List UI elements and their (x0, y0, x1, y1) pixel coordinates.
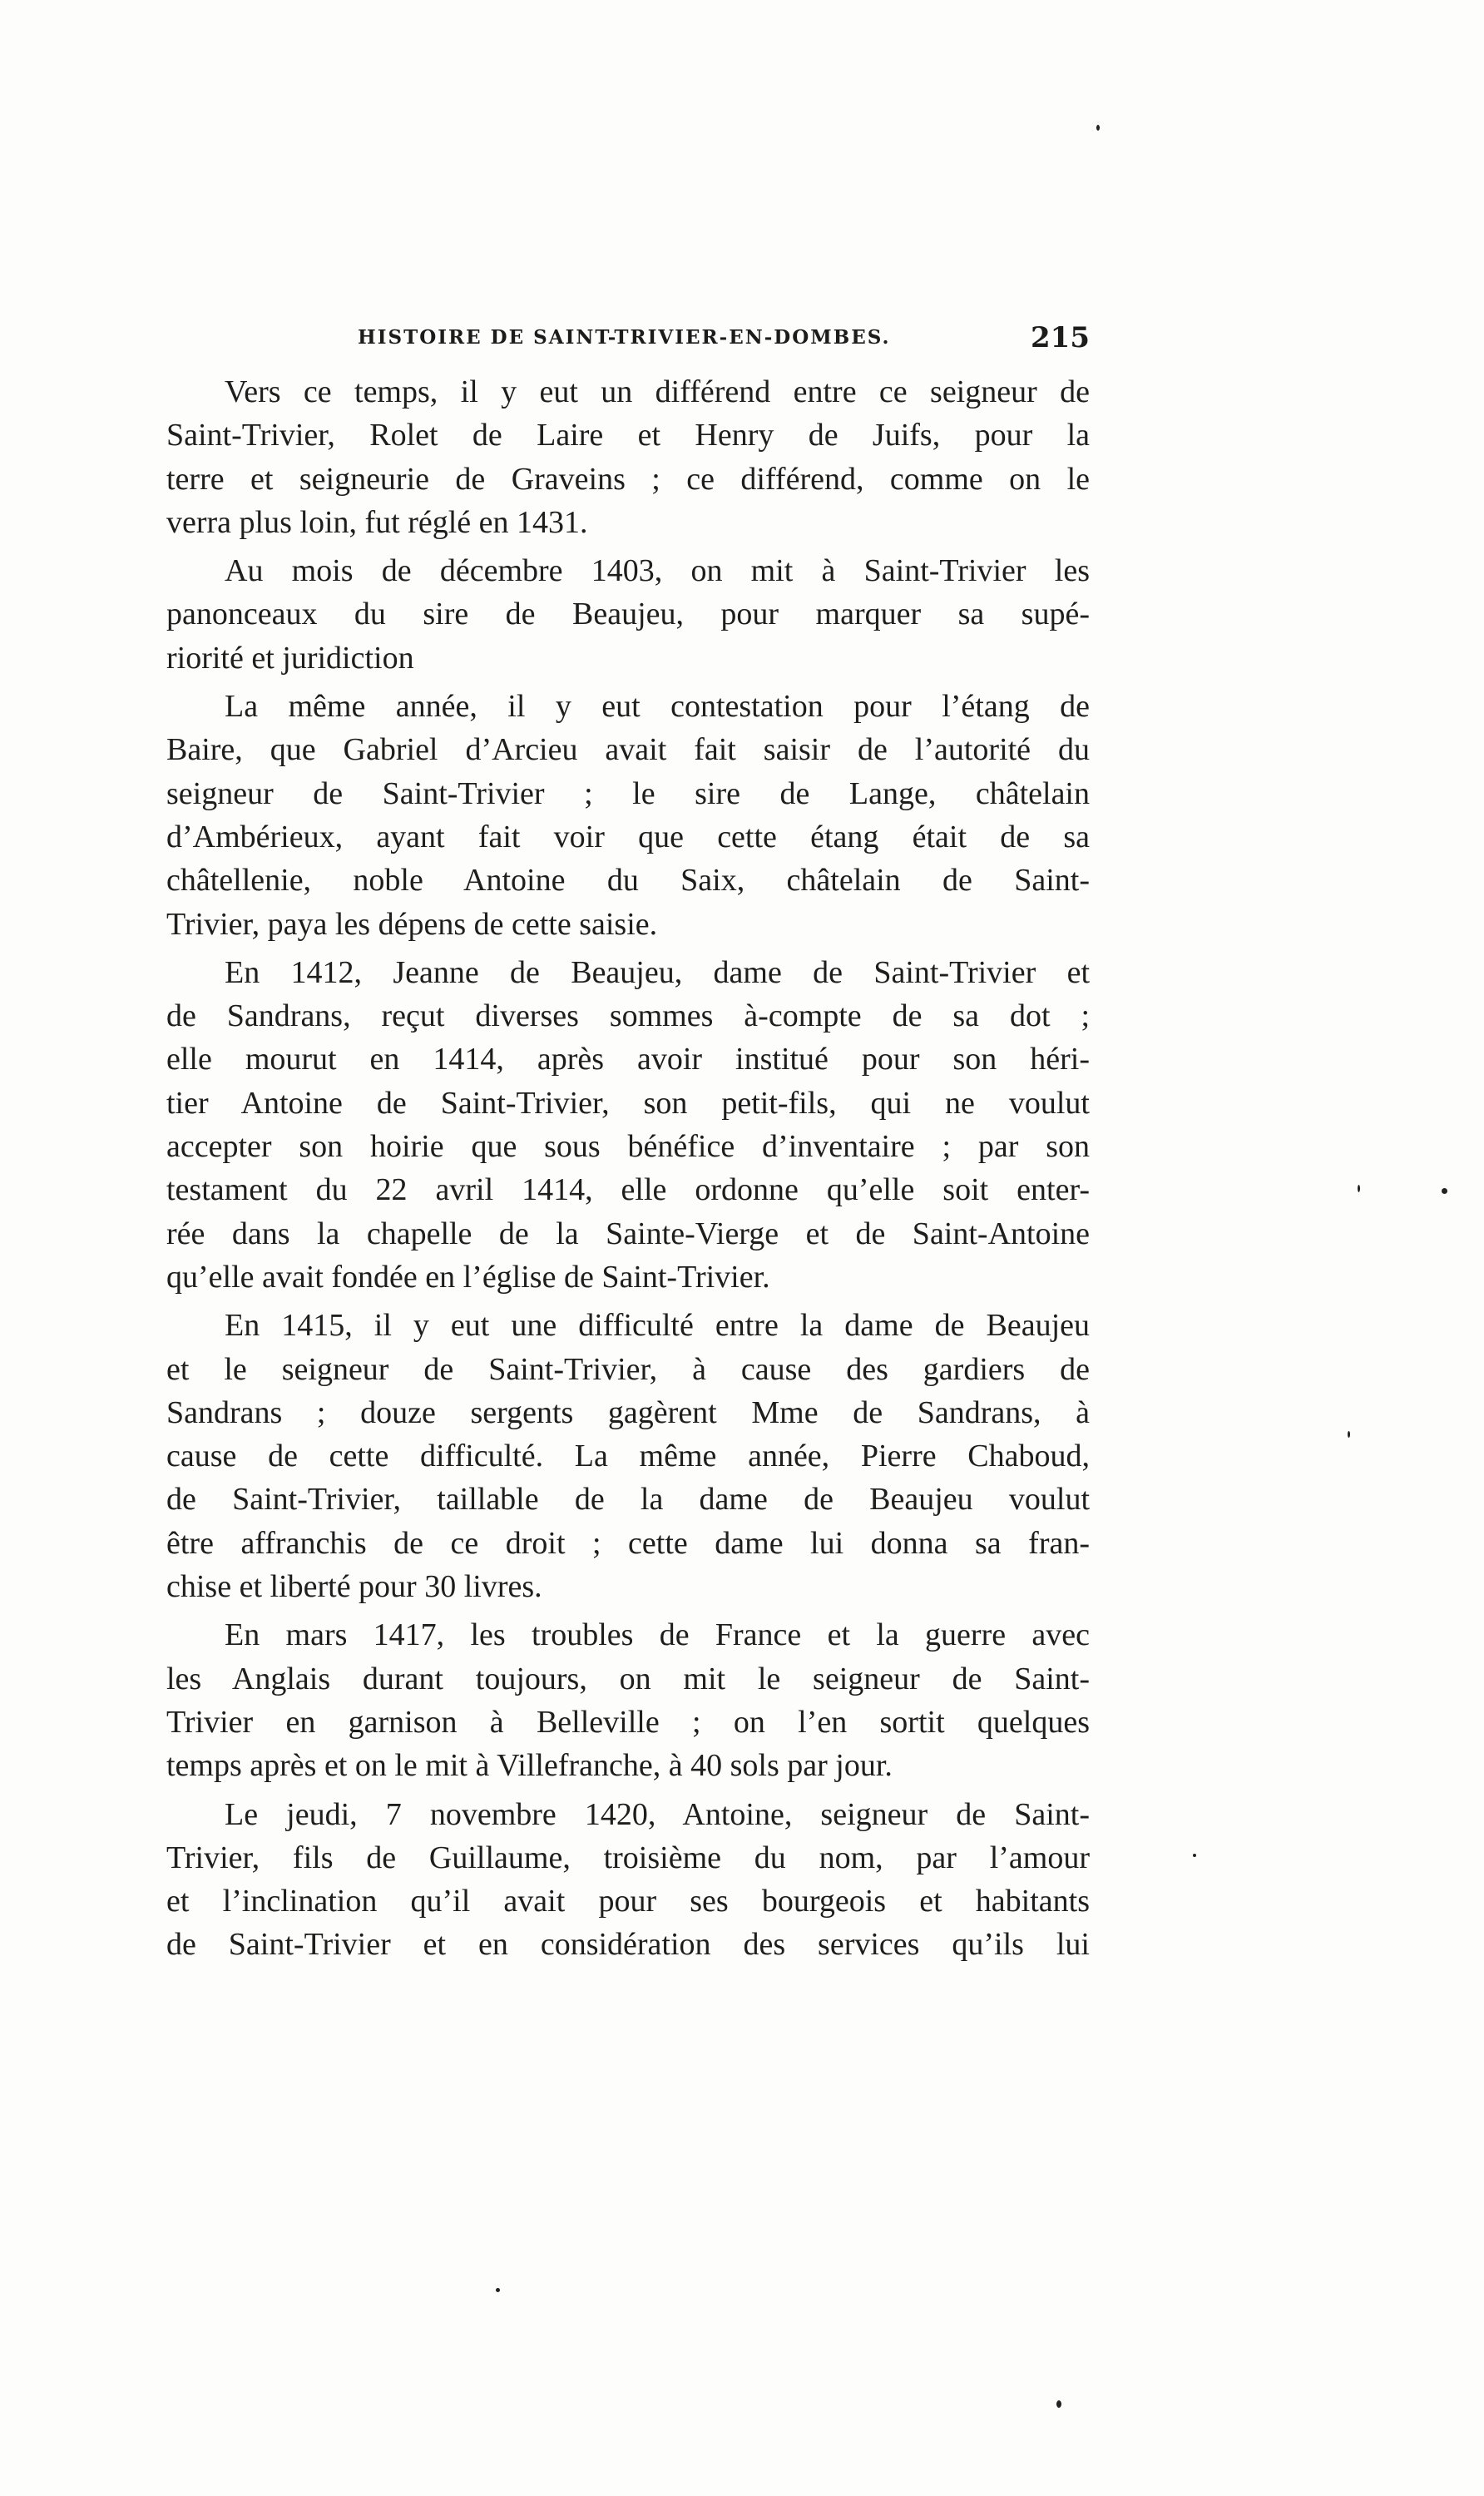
text-line: seigneur de Saint-Trivier ; le sire de Lange, châtelain (166, 775, 1090, 811)
text-line: Trivier, paya les dépens de cette saisie. (166, 906, 658, 942)
running-title: HISTOIRE DE SAINT-TRIVIER-EN-DOMBES. (358, 326, 891, 349)
paragraph (166, 951, 1090, 1299)
text-line: En mars 1417, les troubles de France et la guerre avec (225, 1617, 1090, 1653)
body-text (166, 370, 1090, 1972)
text-line: de Sandrans, reçut diverses sommes à-compte de sa dot ; (166, 998, 1090, 1034)
running-header (358, 321, 1090, 363)
scan-speck (1348, 1431, 1350, 1438)
text-line: terre et seigneurie de Graveins ; ce différend, comme on le (166, 461, 1090, 497)
text-line: rée dans la chapelle de la Sainte-Vierge et de Saint-Antoine (166, 1216, 1090, 1251)
text-line: chise et liberté pour 30 livres. (166, 1569, 542, 1605)
text-line: elle mourut en 1414, après avoir institué pour son héri- (166, 1042, 1090, 1077)
text-line: cause de cette difficulté. La même année, Pierre Chaboud, (166, 1439, 1090, 1474)
scan-speck (1193, 1854, 1196, 1857)
paragraph (166, 1304, 1090, 1608)
scan-speck (496, 2288, 500, 2292)
text-line: d’Ambérieux, ayant fait voir que cette étang était de sa (166, 819, 1090, 854)
paragraph (166, 370, 1090, 544)
text-line: les Anglais durant toujours, on mit le seigneur de Saint- (166, 1661, 1090, 1696)
text-line: Le jeudi, 7 novembre 1420, Antoine, seigneur de Saint- (225, 1796, 1090, 1832)
text-line: temps après et on le mit à Villefranche, à 40 sols par jour. (166, 1748, 893, 1784)
paragraph (166, 685, 1090, 946)
text-line: châtellenie, noble Antoine du Saix, châtelain de Saint- (166, 863, 1090, 899)
text-line: Trivier, fils de Guillaume, troisième du nom, par l’amour (166, 1840, 1090, 1875)
text-line: de Saint-Trivier, taillable de la dame de Beaujeu voulut (166, 1482, 1090, 1518)
page-number: 215 (1031, 321, 1090, 354)
text-line: Vers ce temps, il y eut un différend entre ce seigneur de (225, 374, 1090, 409)
text-line: En 1415, il y eut une difficulté entre la dame de Beaujeu (225, 1308, 1090, 1344)
text-line: Sandrans ; douze sergents gagèrent Mme de Sandrans, à (166, 1394, 1090, 1430)
paragraph (166, 1793, 1090, 1967)
scan-speck (1096, 125, 1100, 131)
text-line: de Saint-Trivier et en considération des services qu’ils lui (166, 1927, 1090, 1963)
text-line: tier Antoine de Saint-Trivier, son petit-fils, qui ne voulut (166, 1085, 1090, 1121)
text-line: Baire, que Gabriel d’Arcieu avait fait saisir de l’autorité du (166, 732, 1090, 768)
text-line: En 1412, Jeanne de Beaujeu, dame de Saint-Trivier et (225, 954, 1090, 990)
text-line: verra plus loin, fut réglé en 1431. (166, 504, 588, 540)
text-line: être affranchis de ce droit ; cette dame lui donna sa fran- (166, 1525, 1090, 1561)
scan-speck (1358, 1185, 1360, 1192)
text-line: accepter son hoirie que sous bénéfice d’inventaire ; par son (166, 1129, 1090, 1165)
text-line: qu’elle avait fondée en l’église de Saint-Trivier. (166, 1259, 770, 1295)
paragraph (166, 1613, 1090, 1787)
text-line: et l’inclination qu’il avait pour ses bourgeois et habitants (166, 1884, 1090, 1919)
scan-speck (1056, 2400, 1061, 2408)
text-line: Saint-Trivier, Rolet de Laire et Henry de Juifs, pour la (166, 418, 1090, 453)
text-line: riorité et juridiction (166, 640, 414, 676)
text-line: testament du 22 avril 1414, elle ordonne qu’elle soit enter- (166, 1172, 1090, 1208)
text-line: Trivier en garnison à Belleville ; on l’en sortit quelques (166, 1704, 1090, 1740)
scan-speck (1442, 1188, 1447, 1194)
text-line: Au mois de décembre 1403, on mit à Saint-Trivier les (225, 553, 1090, 589)
paragraph (166, 549, 1090, 680)
text-line: et le seigneur de Saint-Trivier, à cause des gardiers de (166, 1351, 1090, 1387)
text-line: La même année, il y eut contestation pour l’étang de (225, 689, 1090, 725)
text-line: panonceaux du sire de Beaujeu, pour marquer sa supé- (166, 597, 1090, 632)
